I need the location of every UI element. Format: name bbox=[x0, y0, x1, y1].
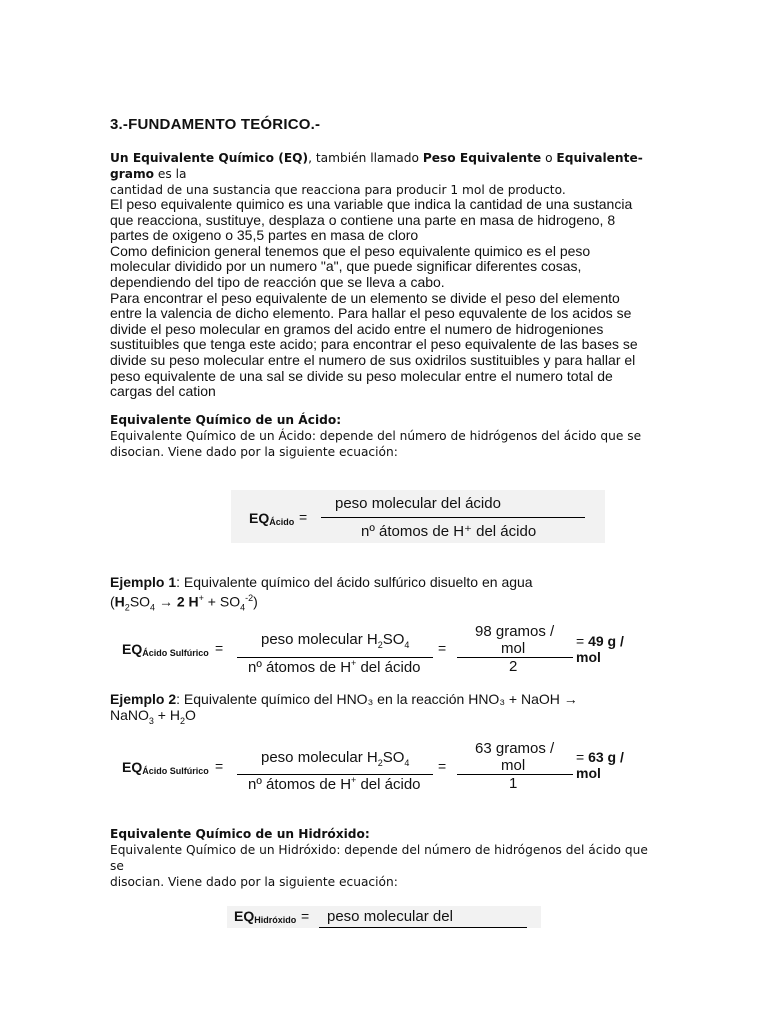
body-line: dependiendo del tipo de reacción que se lleva a cabo. bbox=[110, 273, 445, 290]
eq-ex1-numerator: peso molecular $H_2SO_4$ bbox=[261, 631, 410, 650]
hydroxide-section-title: Equivalente Químico de un Hidróxido: bbox=[110, 827, 370, 841]
eq-ex2-denominator: nº átomos de H+ del ácido bbox=[248, 775, 421, 793]
eq-subscript: Ácido Sulfúrico bbox=[142, 648, 209, 658]
intro-paragraph bbox=[110, 150, 662, 198]
eq-ex2-label bbox=[122, 759, 209, 776]
eq-ex1-num2: 98 gramos / bbox=[475, 623, 555, 640]
intro-text-3: es la bbox=[154, 167, 187, 181]
body-line: Para encontrar el peso equivalente de un elemento se divide el peso del elemento bbox=[110, 289, 620, 306]
intro-line-2: cantidad de una sustancia que reacciona para producir 1 mol de producto. bbox=[110, 183, 566, 197]
body-line: partes de oxigeno o 35,5 partes en masa de cloro bbox=[110, 227, 419, 244]
result-value: 63 g / bbox=[588, 749, 624, 765]
acid-section-title: Equivalente Químico de un Ácido: bbox=[110, 413, 342, 427]
eq-ex1-den2: 2 bbox=[509, 658, 518, 675]
eq-ex2-num2b: mol bbox=[501, 757, 526, 774]
body-line: molecular dividido por un numero "a", que puede significar diferentes cosas, bbox=[110, 258, 582, 275]
hydroxide-equation bbox=[227, 906, 541, 928]
eq-acid-equals: = bbox=[299, 509, 308, 525]
eq-symbol: EQ bbox=[122, 641, 143, 657]
body-line: divide el peso molecular en gramos del acido entre el numero de hidrogeniones bbox=[110, 320, 604, 337]
eq-ex1-result bbox=[576, 633, 624, 665]
eq-hydroxide-equals: = bbox=[301, 908, 310, 924]
body-line: que reacciona, sustituye, desplaza o contiene una parte en masa de hidrogeno, 8 bbox=[110, 211, 616, 228]
eq-symbol: EQ bbox=[122, 759, 143, 775]
body-line: cargas del cation bbox=[110, 383, 216, 400]
term-eq: Un Equivalente Químico (EQ) bbox=[110, 151, 309, 165]
body-line: Como definicion general tenemos que el peso equivalente quimico es el peso bbox=[110, 242, 591, 259]
body-line: divide su peso molecular entre el numero de sus oxidrilos sustituibles y para hallar el bbox=[110, 351, 636, 368]
eq-symbol: EQ bbox=[249, 510, 270, 526]
eq-ex1-num2b: mol bbox=[501, 640, 526, 657]
example-2-equation bbox=[122, 740, 642, 800]
example-1 bbox=[110, 574, 658, 615]
eq-acid-denominator: nº átomos de H⁺ del ácido bbox=[361, 523, 537, 540]
example-2-reaction: NaNO$_3$ + $H_2O$ bbox=[110, 707, 196, 726]
example-2 bbox=[110, 691, 658, 729]
term-peso-equivalente: Peso Equivalente bbox=[422, 151, 542, 165]
eq-ex2-den2: 1 bbox=[509, 775, 518, 792]
acid-equation bbox=[231, 490, 605, 543]
hydroxide-section bbox=[110, 826, 662, 890]
intro-text-1: , también llamado bbox=[308, 151, 423, 165]
intro-text-2: o bbox=[541, 151, 557, 165]
eq-subscript: Hidróxido bbox=[254, 915, 297, 925]
eq-ex2-result bbox=[576, 749, 624, 781]
example-1-text: : Equivalente químico del ácido sulfúrico disuelto en agua bbox=[176, 574, 533, 590]
eq-ex1-denominator: nº átomos de H+ del ácido bbox=[248, 658, 421, 676]
eq-ex1-equals: = bbox=[215, 640, 224, 656]
body-line: entre la valencia de dicho elemento. Para hallar el peso equvalente de los acidos se bbox=[110, 305, 632, 322]
acid-section bbox=[110, 412, 662, 460]
example-1-label: Ejemplo 1 bbox=[110, 574, 177, 590]
fraction-bar bbox=[321, 517, 585, 518]
result-equals: = bbox=[576, 749, 589, 765]
example-1-reaction: ($H_2SO_4 \to 2$ $H^+ + SO_4^{-2}$) bbox=[110, 593, 258, 613]
eq-acid-numerator: peso molecular del ácido bbox=[335, 495, 501, 512]
eq-ex1-equals-2: = bbox=[438, 640, 447, 656]
eq-ex2-equals-2: = bbox=[438, 758, 447, 774]
eq-ex1-label bbox=[122, 641, 209, 658]
hydroxide-section-line: disocian. Viene dado por la siguiente ecuación: bbox=[110, 875, 398, 889]
eq-subscript: Ácido bbox=[269, 517, 295, 527]
eq-acid-label bbox=[249, 510, 294, 527]
section-heading: 3.-FUNDAMENTO TEÓRICO.- bbox=[110, 116, 321, 133]
hydroxide-section-line: Equivalente Químico de un Hidróxido: depende del número de hidrógenos del ácido que se bbox=[110, 843, 648, 873]
example-2-line bbox=[110, 691, 658, 707]
intro-line-1 bbox=[110, 150, 662, 182]
fraction-bar bbox=[319, 927, 527, 928]
eq-hydroxide-label bbox=[234, 908, 296, 925]
term-equivalente-gramo: Equivalente-gramo bbox=[110, 151, 643, 181]
eq-symbol: EQ bbox=[234, 908, 255, 924]
acid-section-line: disocian. Viene dado por la siguiente ecuación: bbox=[110, 445, 398, 459]
example-1-equation bbox=[122, 622, 642, 678]
eq-hydroxide-numerator: peso molecular del bbox=[327, 908, 453, 925]
eq-subscript: Ácido Sulfúrico bbox=[142, 766, 209, 776]
body-line: El peso equivalente quimico es una variable que indica la cantidad de una sustancia bbox=[110, 196, 633, 212]
example-2-text: : Equivalente químico del HNO₃ en la reacción HNO₃ + NaOH → bbox=[176, 691, 578, 707]
body-line: sustituibles que tenga este acido; para encontrar el peso equivalente de las bases se bbox=[110, 336, 638, 353]
body-line: peso equivalente de una sal se divide su peso molecular entre el numero total de bbox=[110, 367, 613, 384]
eq-ex2-num2: 63 gramos / bbox=[475, 740, 555, 757]
example-1-line bbox=[110, 574, 658, 590]
result-value: 49 g / bbox=[588, 633, 624, 649]
result-unit: mol bbox=[576, 649, 601, 665]
acid-section-line: Equivalente Químico de un Ácido: depende del número de hidrógenos del ácido que se bbox=[110, 429, 642, 443]
eq-ex2-equals: = bbox=[215, 758, 224, 774]
eq-ex2-numerator: peso molecular $H_2SO_4$ bbox=[261, 749, 410, 768]
example-2-label: Ejemplo 2 bbox=[110, 691, 177, 707]
body-paragraph bbox=[110, 197, 662, 400]
result-unit: mol bbox=[576, 765, 601, 781]
result-equals: = bbox=[576, 633, 589, 649]
